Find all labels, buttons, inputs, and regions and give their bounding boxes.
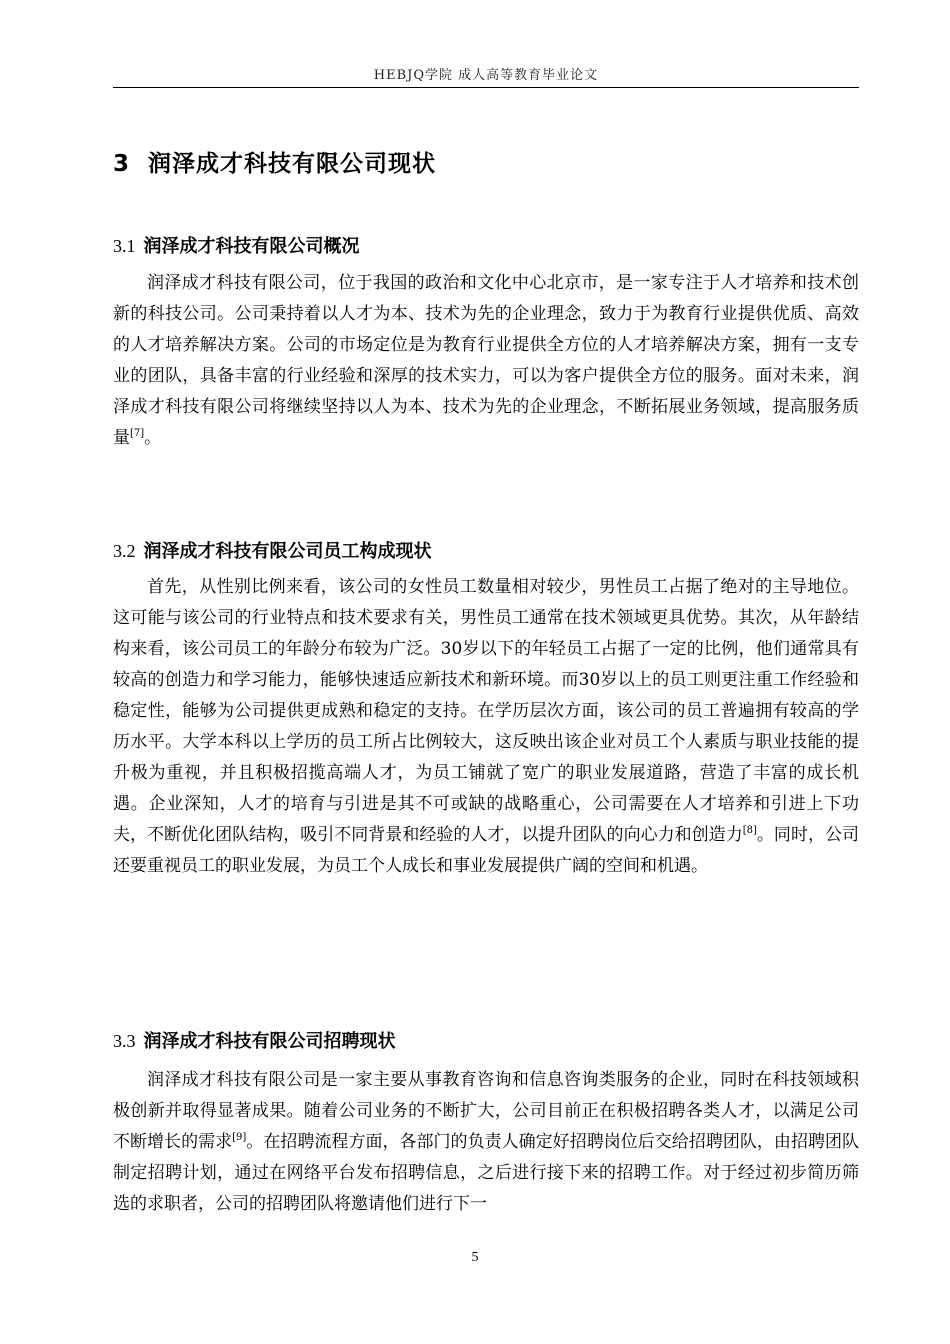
section-title-text: 润泽成才科技有限公司员工构成现状 [143, 541, 432, 562]
chapter-number: 3 [113, 151, 131, 177]
section-number: 3.2 [113, 541, 136, 561]
paragraph-text: 首先，从性别比例来看，该公司的女性员工数量相对较少，男性员工占据了绝对的主导地位。这可能与该公司的行业特点和技术要求有关，男性员工通常在技术领域更具优势。其次，从年龄结构来看，该公司员工的年龄分布较为广泛。30岁以下的年轻员工占据了一定的比例，他们通常具有较高的创造力和学习能力，能够快速适应新技术和新环境。而30岁以上的员工则更注重工作经验和稳定性，能够为公司提供更成熟和稳定的支持。在学历层次方面，该公司的员工普遍拥有较高的学历水平。大学本科以上学历的员工所占比例较大，这反映出该企业对员工个人素质与职业技能的提升极为重视，并且积极招揽高端人才，为员工铺就了宽广的职业发展道路，营造了丰富的成长机遇。企业深知，人才的培育与引进是其不可或缺的战略重心，公司需要在人才培养和引进上下功夫，不断优化团队结构，吸引不同背景和经验的人才，以提升团队的向心力和创造力 [113, 577, 859, 845]
section-title-3-2 [113, 537, 432, 563]
section-title-3-3 [113, 1027, 396, 1053]
section-paragraph-3-1 [113, 268, 859, 454]
paragraph-tail: 。在招聘流程方面，各部门的负责人确定好招聘岗位后交给招聘团队，由招聘团队制定招聘计划，通过在网络平台发布招聘信息，之后进行接下来的招聘工作。对于经过初步简历筛选的求职者，公司的招聘团队将邀请他们进行下一 [113, 1132, 860, 1214]
paragraph-tail: 。 [144, 428, 162, 448]
running-header: HEBJQ学院 成人高等教育毕业论文 [373, 68, 599, 83]
chapter-title-text: 润泽成才科技有限公司现状 [148, 151, 437, 177]
section-number: 3.1 [113, 236, 136, 256]
citation: [7] [130, 428, 145, 439]
page-number: 5 [471, 1250, 479, 1265]
citation: [9] [232, 1132, 247, 1143]
paragraph-text: 润泽成才科技有限公司，位于我国的政治和文化中心北京市，是一家专注于人才培养和技术创新的科技公司。公司秉持着以人才为本、技术为先的企业理念，致力于为教育行业提供优质、高效的人才培养解决方案。公司的市场定位是为教育行业提供全方位的人才培养解决方案，拥有一支专业的团队，具备丰富的行业经验和深厚的技术实力，可以为客户提供全方位的服务。面对未来，润泽成才科技有限公司将继续坚持以人为本、技术为先的企业理念，不断拓展业务领域，提高服务质量 [113, 273, 859, 448]
section-paragraph-3-2 [113, 572, 859, 882]
paragraph-tail: 。同时，公司还要重视员工的职业发展，为员工个人成长和事业发展提供广阔的空间和机遇。 [113, 825, 860, 876]
citation: [8] [742, 825, 757, 836]
section-title-3-1 [113, 232, 360, 258]
section-number: 3.3 [113, 1031, 136, 1051]
paragraph-text: 润泽成才科技有限公司是一家主要从事教育咨询和信息咨询类服务的企业，同时在科技领域积极创新并取得显著成果。随着公司业务的不断扩大，公司目前正在积极招聘各类人才，以满足公司不断增长的需求 [113, 1070, 859, 1152]
header-divider [113, 87, 859, 88]
chapter-title [113, 145, 436, 178]
section-paragraph-3-3 [113, 1065, 859, 1220]
section-title-text: 润泽成才科技有限公司招聘现状 [143, 1031, 396, 1052]
section-title-text: 润泽成才科技有限公司概况 [143, 236, 360, 257]
